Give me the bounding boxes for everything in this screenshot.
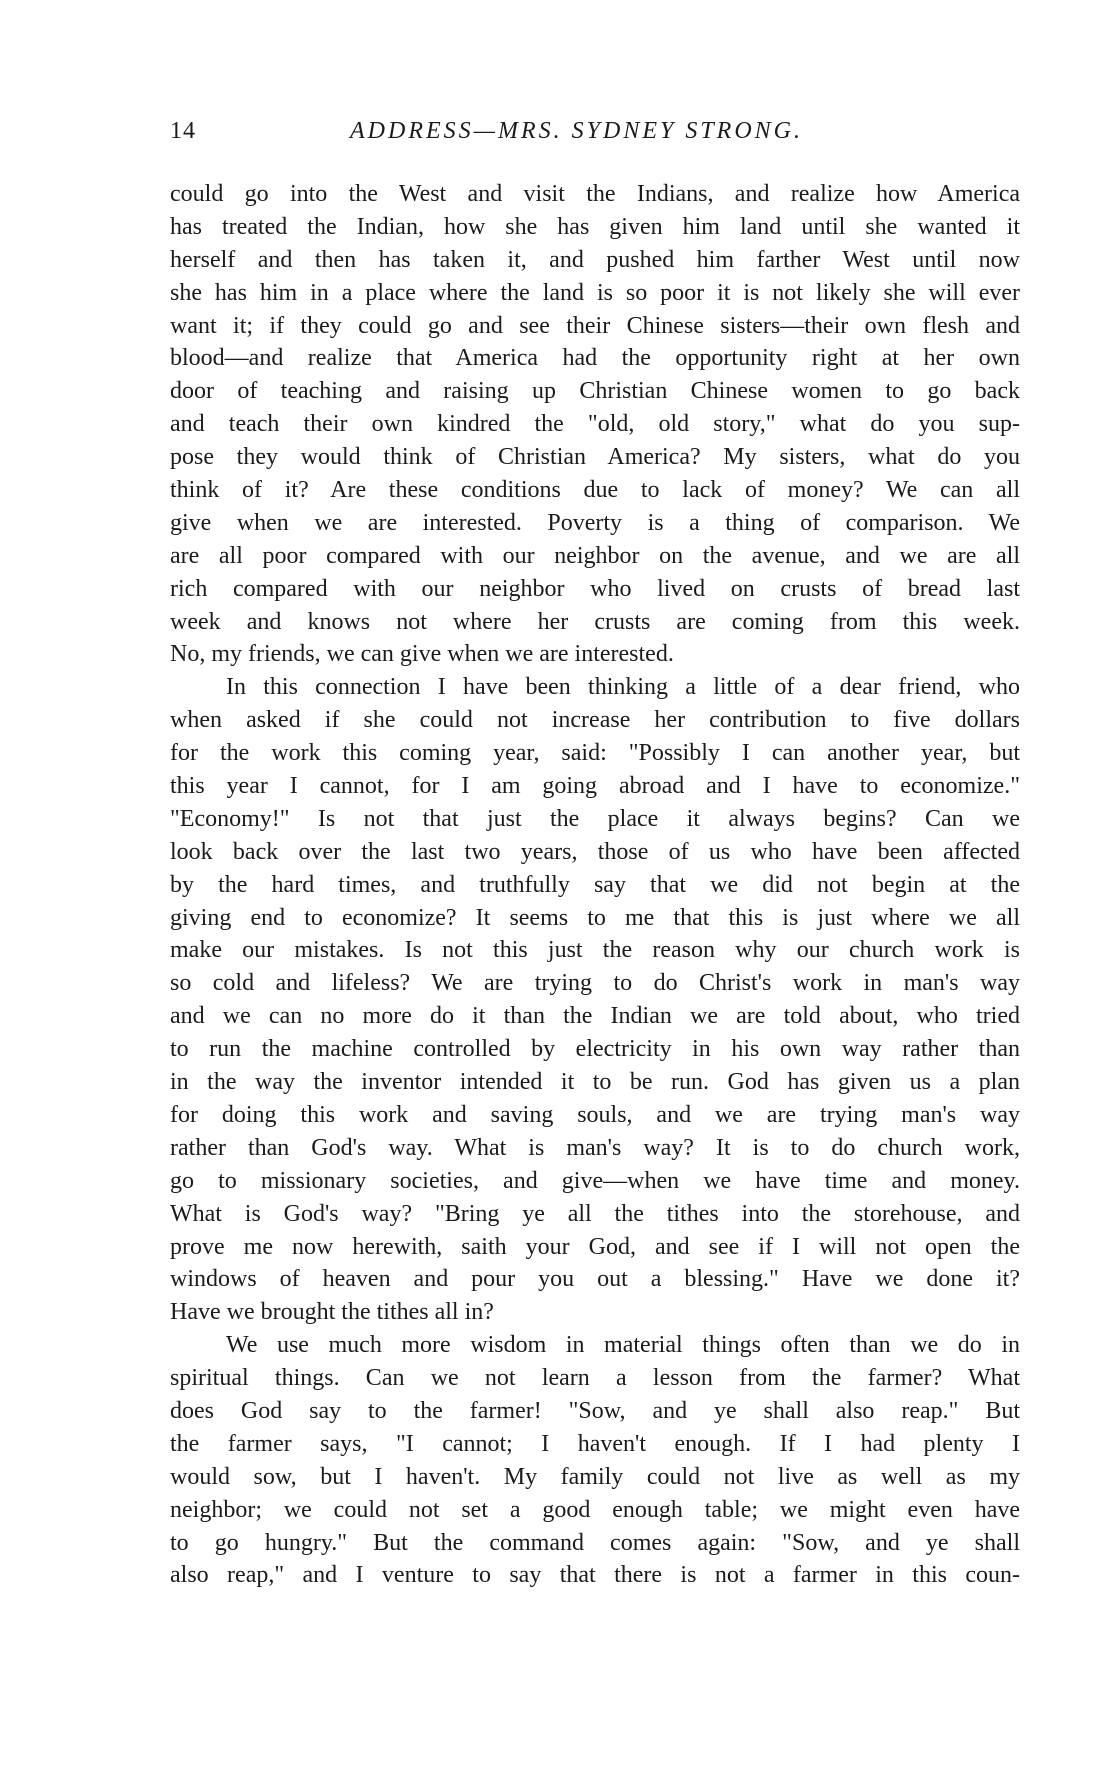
text-line: Have we brought the tithes all in? (170, 1299, 494, 1326)
text-line: prove me now herewith, saith your God, and see if I will not open the (170, 1233, 1020, 1260)
text-line: "Economy!" Is not that just the place it always begins? Can we (170, 805, 1020, 832)
text-line: also reap," and I venture to say that there is not a farmer in this coun- (170, 1562, 1020, 1589)
page-number: 14 (170, 118, 196, 144)
text-line: think of it? Are these conditions due to lack of money? We can all (170, 477, 1020, 504)
text-line: are all poor compared with our neighbor on the avenue, and we are all (170, 542, 1020, 569)
text-line: would sow, but I haven't. My family could not live as well as my (170, 1463, 1020, 1490)
text-line: she has him in a place where the land is so poor it is not likely she will ever (170, 279, 1020, 306)
text-line: blood—and realize that America had the opportunity right at her own (170, 345, 1020, 372)
text-line: when asked if she could not increase her contribution to five dollars (170, 707, 1020, 734)
text-line: want it; if they could go and see their Chinese sisters—their own flesh and (170, 312, 1020, 339)
text-line: and teach their own kindred the "old, old story," what do you sup- (170, 411, 1020, 438)
text-line: give when we are interested. Poverty is a thing of comparison. We (170, 509, 1020, 536)
text-line: make our mistakes. Is not this just the reason why our church work is (170, 937, 1020, 964)
running-head: ADDRESS—MRS. SYDNEY STRONG. (350, 118, 804, 144)
text-line: pose they would think of Christian America? My sisters, what do you (170, 444, 1020, 471)
text-line: does God say to the farmer! "Sow, and ye shall also reap." But (170, 1397, 1020, 1424)
body-text (170, 178, 1020, 1592)
text-line: so cold and lifeless? We are trying to do Christ's work in man's way (170, 970, 1020, 997)
text-line: this year I cannot, for I am going abroad and I have to economize." (170, 773, 1020, 800)
page-header (170, 118, 1020, 158)
paragraph (170, 178, 1020, 671)
text-line: In this connection I have been thinking a little of a dear friend, who (226, 674, 1020, 701)
text-line: herself and then has taken it, and pushed him farther West until now (170, 246, 1020, 273)
text-line: and we can no more do it than the Indian we are told about, who tried (170, 1003, 1020, 1030)
text-line: We use much more wisdom in material things often than we do in (226, 1332, 1020, 1359)
text-line: the farmer says, "I cannot; I haven't enough. If I had plenty I (170, 1430, 1020, 1457)
text-line: rich compared with our neighbor who lived on crusts of bread last (170, 575, 1020, 602)
text-line: by the hard times, and truthfully say that we did not begin at the (170, 871, 1020, 898)
text-line: door of teaching and raising up Christian Chinese women to go back (170, 378, 1020, 405)
text-line: to run the machine controlled by electricity in his own way rather than (170, 1036, 1020, 1063)
text-line: spiritual things. Can we not learn a lesson from the farmer? What (170, 1365, 1020, 1392)
text-line: for the work this coming year, said: "Possibly I can another year, but (170, 740, 1020, 767)
text-line: for doing this work and saving souls, and we are trying man's way (170, 1101, 1020, 1128)
text-line: No, my friends, we can give when we are interested. (170, 641, 674, 668)
text-line: giving end to economize? It seems to me that this is just where we all (170, 904, 1020, 931)
text-line: neighbor; we could not set a good enough table; we might even have (170, 1496, 1020, 1523)
text-line: look back over the last two years, those of us who have been affected (170, 838, 1020, 865)
text-line: What is God's way? "Bring ye all the tithes into the storehouse, and (170, 1200, 1020, 1227)
text-line: in the way the inventor intended it to be run. God has given us a plan (170, 1069, 1020, 1096)
paragraph (170, 671, 1020, 1329)
paragraph (170, 1329, 1020, 1592)
text-line: could go into the West and visit the Indians, and realize how America (170, 181, 1020, 207)
text-line: has treated the Indian, how she has given him land until she wanted it (170, 213, 1020, 240)
text-line: week and knows not where her crusts are coming from this week. (170, 608, 1020, 635)
text-line: go to missionary societies, and give—when we have time and money. (170, 1167, 1020, 1194)
text-line: to go hungry." But the command comes again: "Sow, and ye shall (170, 1529, 1020, 1556)
text-line: rather than God's way. What is man's way? It is to do church work, (170, 1134, 1020, 1161)
text-line: windows of heaven and pour you out a blessing." Have we done it? (170, 1266, 1020, 1293)
